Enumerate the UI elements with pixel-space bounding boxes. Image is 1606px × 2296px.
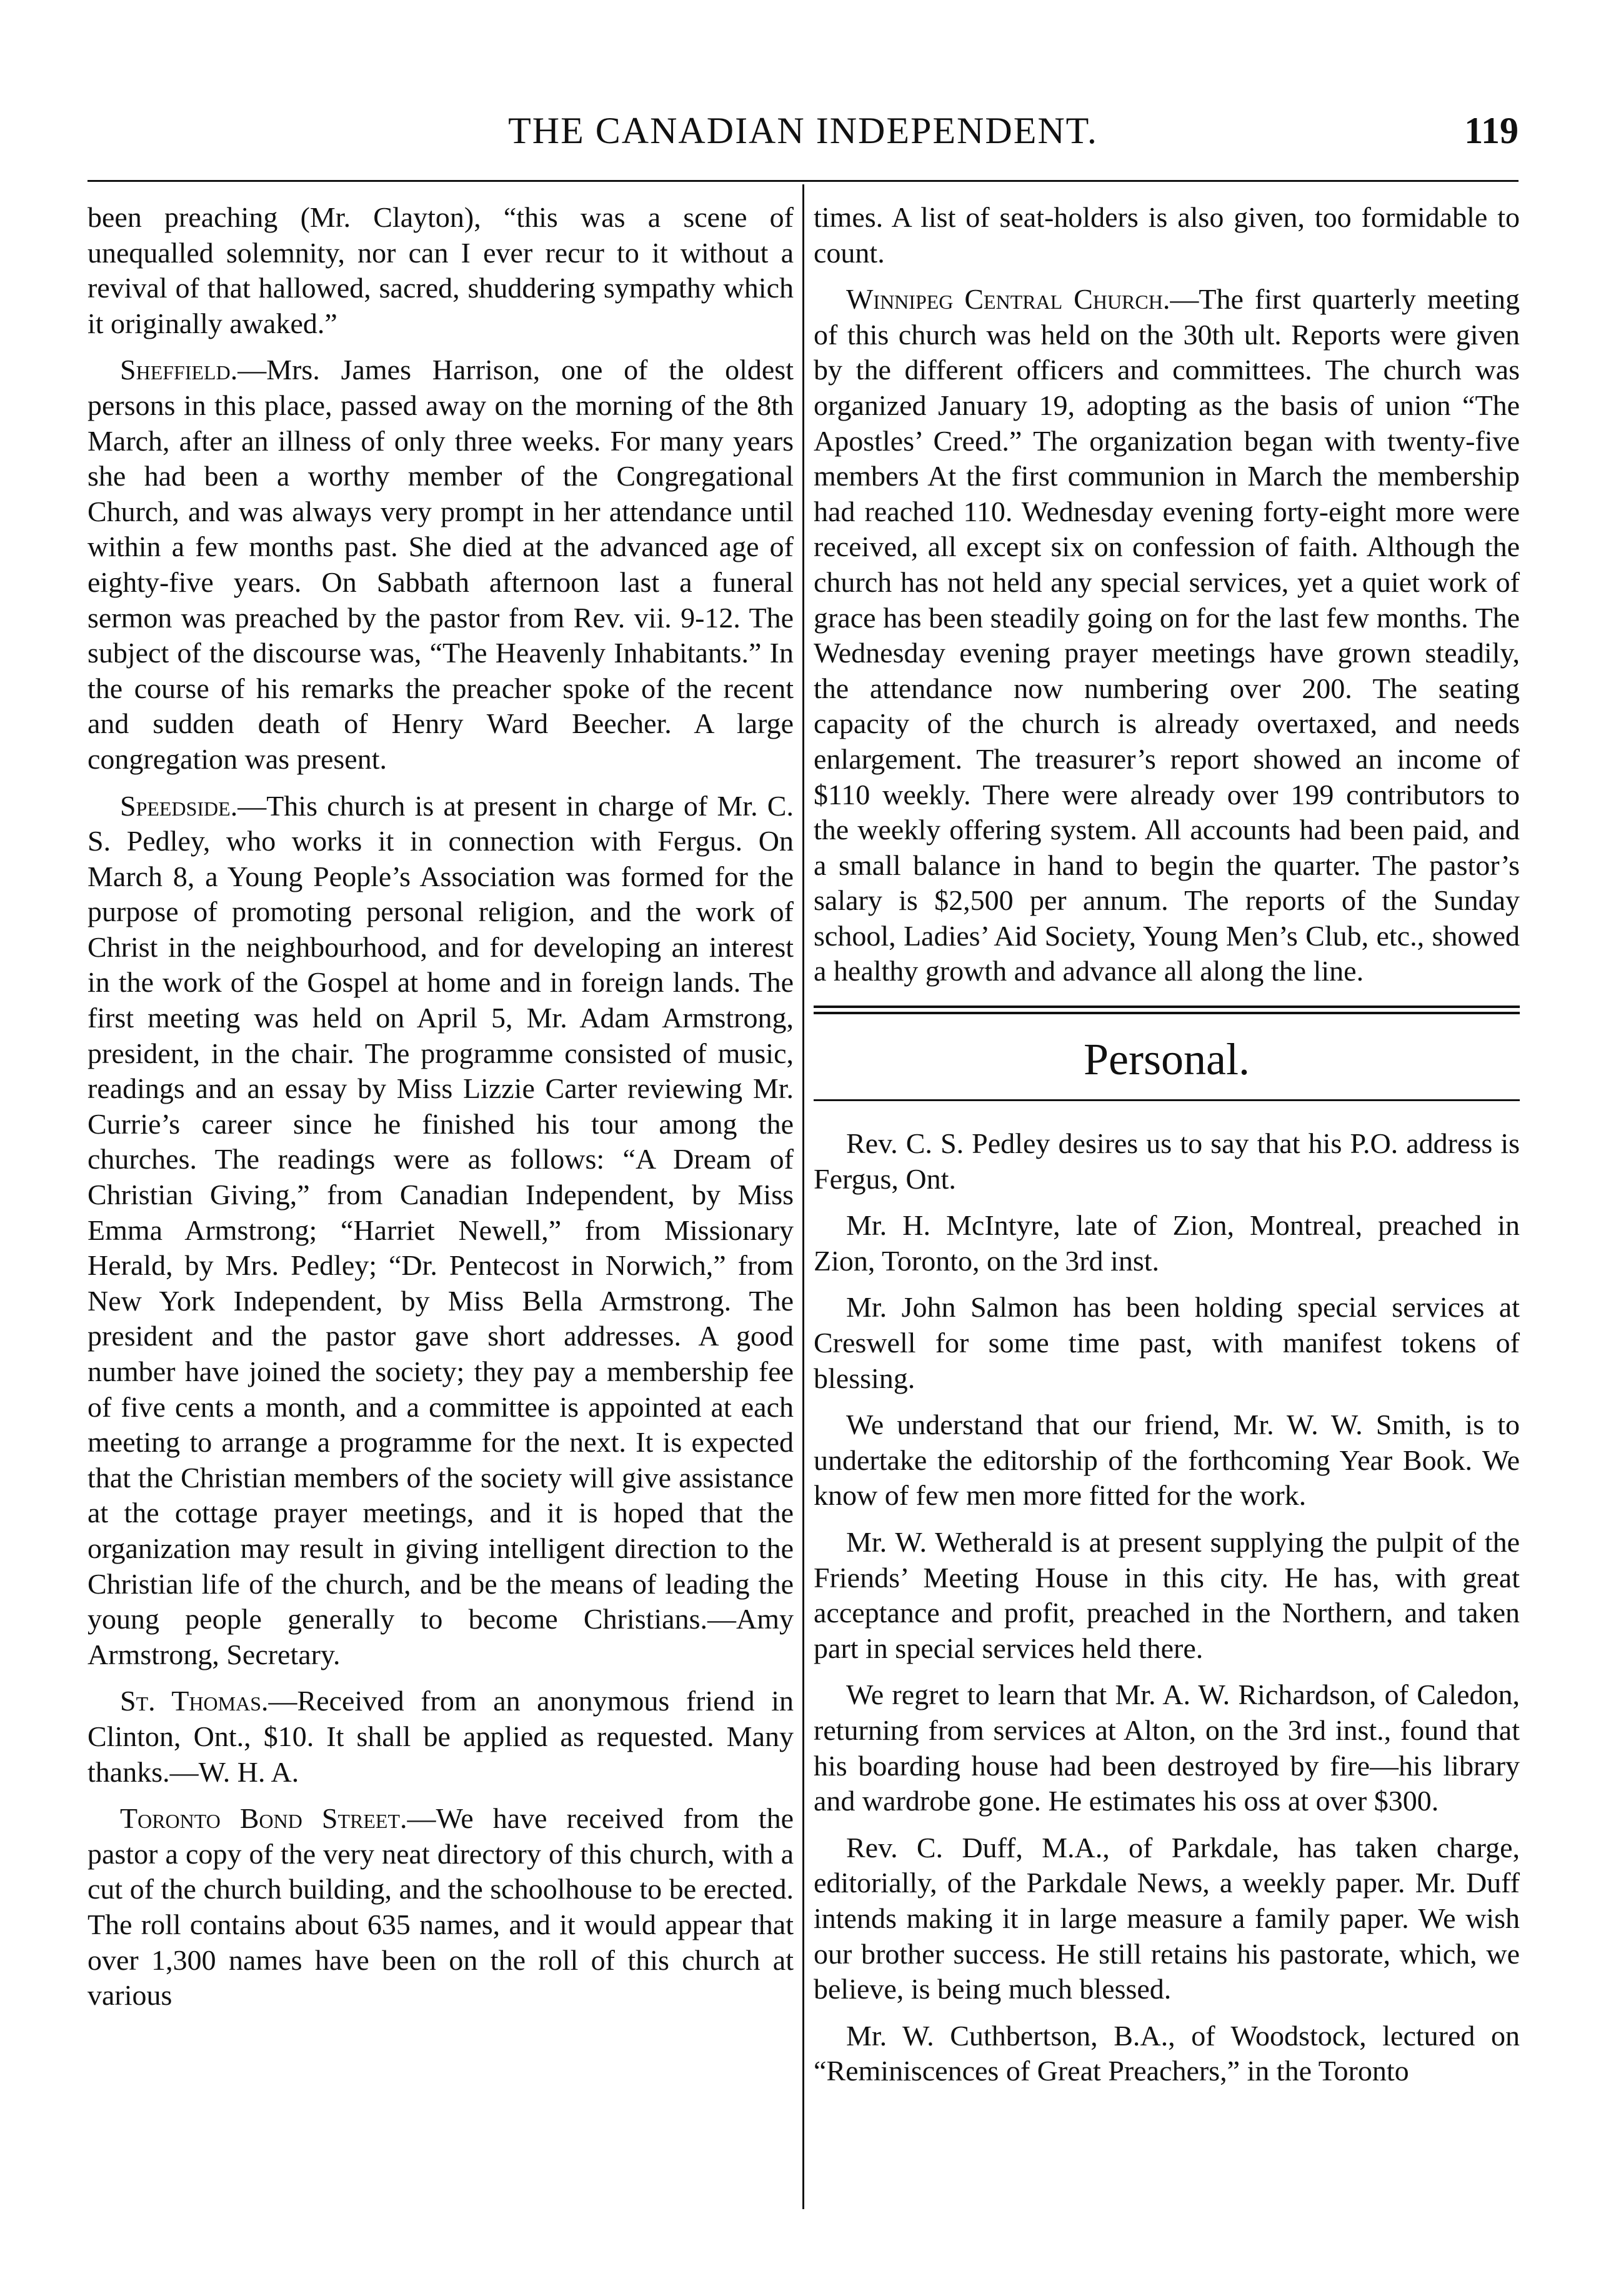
article-heading: Speedside. [120,789,238,822]
article-winnipeg-central-church [814,282,1520,989]
article-continuation: been preaching (Mr. Clayton), “this was a scene of unequalled solemnity, nor can I ever recur to it without a revival of that hallowed, sacred, shuddering sympathy which it originally awaked.” [87,201,794,339]
personal-item: Mr. John Salmon has been holding special services at Creswell for some time past, with manifest tokens of blessing. [814,1291,1520,1394]
article-body: —We have received from the pastor a copy of the very neat directory of this church, with a cut of the church building, and the schoolhouse to be erected. The roll contains about 635 names, and it would appear that over 1,300 names have been on the roll of this church at various [87,1802,794,2012]
personal-item: Mr. H. McIntyre, late of Zion, Montreal, preached in Zion, Toronto, on the 3rd inst. [814,1209,1520,1277]
personal-item: Rev. C. Duff, M.A., of Parkdale, has taken charge, editorially, of the Parkdale News, a weekly paper. Mr. Duff intends making it in large measure a family paper. We wish our brother success. He still retains his pastorate, which, we believe, is being much blessed. [814,1831,1520,2005]
page-header [87,109,1519,159]
article-sheffield [87,352,794,777]
article-heading: Winnipeg Central Church. [846,283,1170,316]
article-body: —This church is at present in charge of Mr. C. S. Pedley, who works it in connection with Fergus. On March 8, a Young People’s Association was formed for the purpose of promoting personal religion, and the work of Christ in the neighbourhood, and for developing an interest in the work of the Gospel at home and in foreign lands. The first meeting was held on April 5, Mr. Adam Armstrong, president, in the chair. The programme consisted of music, readings and an essay by Miss Lizzie Carter reviewing Mr. Currie’s career since he finished his tour among the churches. The readings were as follows: “A Dream of Christian Giving,” from Canadian Independent, by Miss Emma Armstrong; “Harriet Newell,” from Missionary Herald, by Mrs. Pedley; “Dr. Pentecost in Norwich,” from New York Independent, by Miss Bella Armstrong. The president and the pastor gave short addresses. A good number have joined the society; they pay a membership fee of five cents a month, and a committee is appointed at each meeting to arrange a programme for the next. It is expected that the Christian members of the society will give assistance at the cottage prayer meetings, and it is hoped that the organization may result in giving intelligent direction to the Christian life of the church, and be the means of leading the young people generally to become Christians.—Amy Armstrong, Secretary. [87,789,794,1670]
publication-title: THE CANADIAN INDEPENDENT. [508,110,1098,151]
right-column [814,200,1520,2100]
personal-item: We understand that our friend, Mr. W. W. Smith, is to undertake the editorship of the forthcoming Year Book. We know of few men more fitted for the work. [814,1409,1520,1512]
article-heading: Toronto Bond Street. [120,1802,407,1835]
article-heading: Sheffield. [120,354,238,386]
article-body: —Mrs. James Harrison, one of the oldest persons in this place, passed away on the morning of the 8th March, after an illness of only three weeks. For many years she had been a worthy member of the Congregational Church, and was always very prompt in her attendance until within a few months past. She died at the advanced age of eighty-five years. On Sabbath afternoon last a funeral sermon was preached by the pastor from Rev. vii. 9-12. The subject of the discourse was, “The Heavenly Inhabitants.” In the course of his remarks the preacher spoke of the recent and sudden death of Henry Ward Beecher. A large congregation was present. [87,354,794,775]
section-rule [814,1099,1520,1101]
article-speedside [87,789,794,1673]
header-rule [87,180,1519,182]
left-column [87,200,794,2025]
personal-item: We regret to learn that Mr. A. W. Richardson, of Caledon, returning from services at Alton, on the 3rd inst., found that his boarding house had been destroyed by fire—his library and wardrobe gone. He estimates his oss at over $300. [814,1679,1520,1817]
personal-item: Mr. W. Wetherald is at present supplying the pulpit of the Friends’ Meeting House in this city. He has, with great acceptance and profit, preached in the Northern, and taken part in special services held there. [814,1526,1520,1664]
page-number: 119 [1464,110,1519,151]
section-title-personal: Personal. [1084,1034,1250,1085]
section-double-rule [814,1006,1520,1014]
article-continuation: times. A list of seat-holders is also given, too formidable to count. [814,201,1520,269]
article-heading: St. Thomas. [120,1685,269,1717]
article-st-thomas [87,1684,794,1790]
column-divider [802,184,804,2209]
personal-item: Rev. C. S. Pedley desires us to say that his P.O. address is Fergus, Ont. [814,1127,1520,1195]
personal-item: Mr. W. Cuthbertson, B.A., of Woodstock, lectured on “Reminiscences of Great Preachers,” in the Toronto [814,2019,1520,2087]
article-toronto-bond-street [87,1801,794,2014]
article-body: —Received from an anonymous friend in Clinton, Ont., $10. It shall be applied as requested. Many thanks.—W. H. A. [87,1685,794,1788]
article-body: —The first quarterly meeting of this church was held on the 30th ult. Reports were given by the different officers and committees. The church was organized January 19, adopting as the basis of union “The Apostles’ Creed.” The organization began with twenty-five members At the first communion in March the membership had reached 110. Wednesday evening forty-eight more were received, all except six on confession of faith. Although the church has not held any special services, yet a quiet work of grace has been steadily going on for the last few months. The Wednesday evening prayer meetings have grown steadily, the attendance now numbering over 200. The seating capacity of the church is already overtaxed, and needs enlargement. The treasurer’s report showed an income of $110 weekly. There were already over 199 contributors to the weekly offering system. All accounts had been paid, and a small balance in hand to begin the quarter. The pastor’s salary is $2,500 per annum. The reports of the Sunday school, Ladies’ Aid Society, Young Men’s Club, etc., showed a healthy growth and advance all along the line. [814,283,1520,987]
